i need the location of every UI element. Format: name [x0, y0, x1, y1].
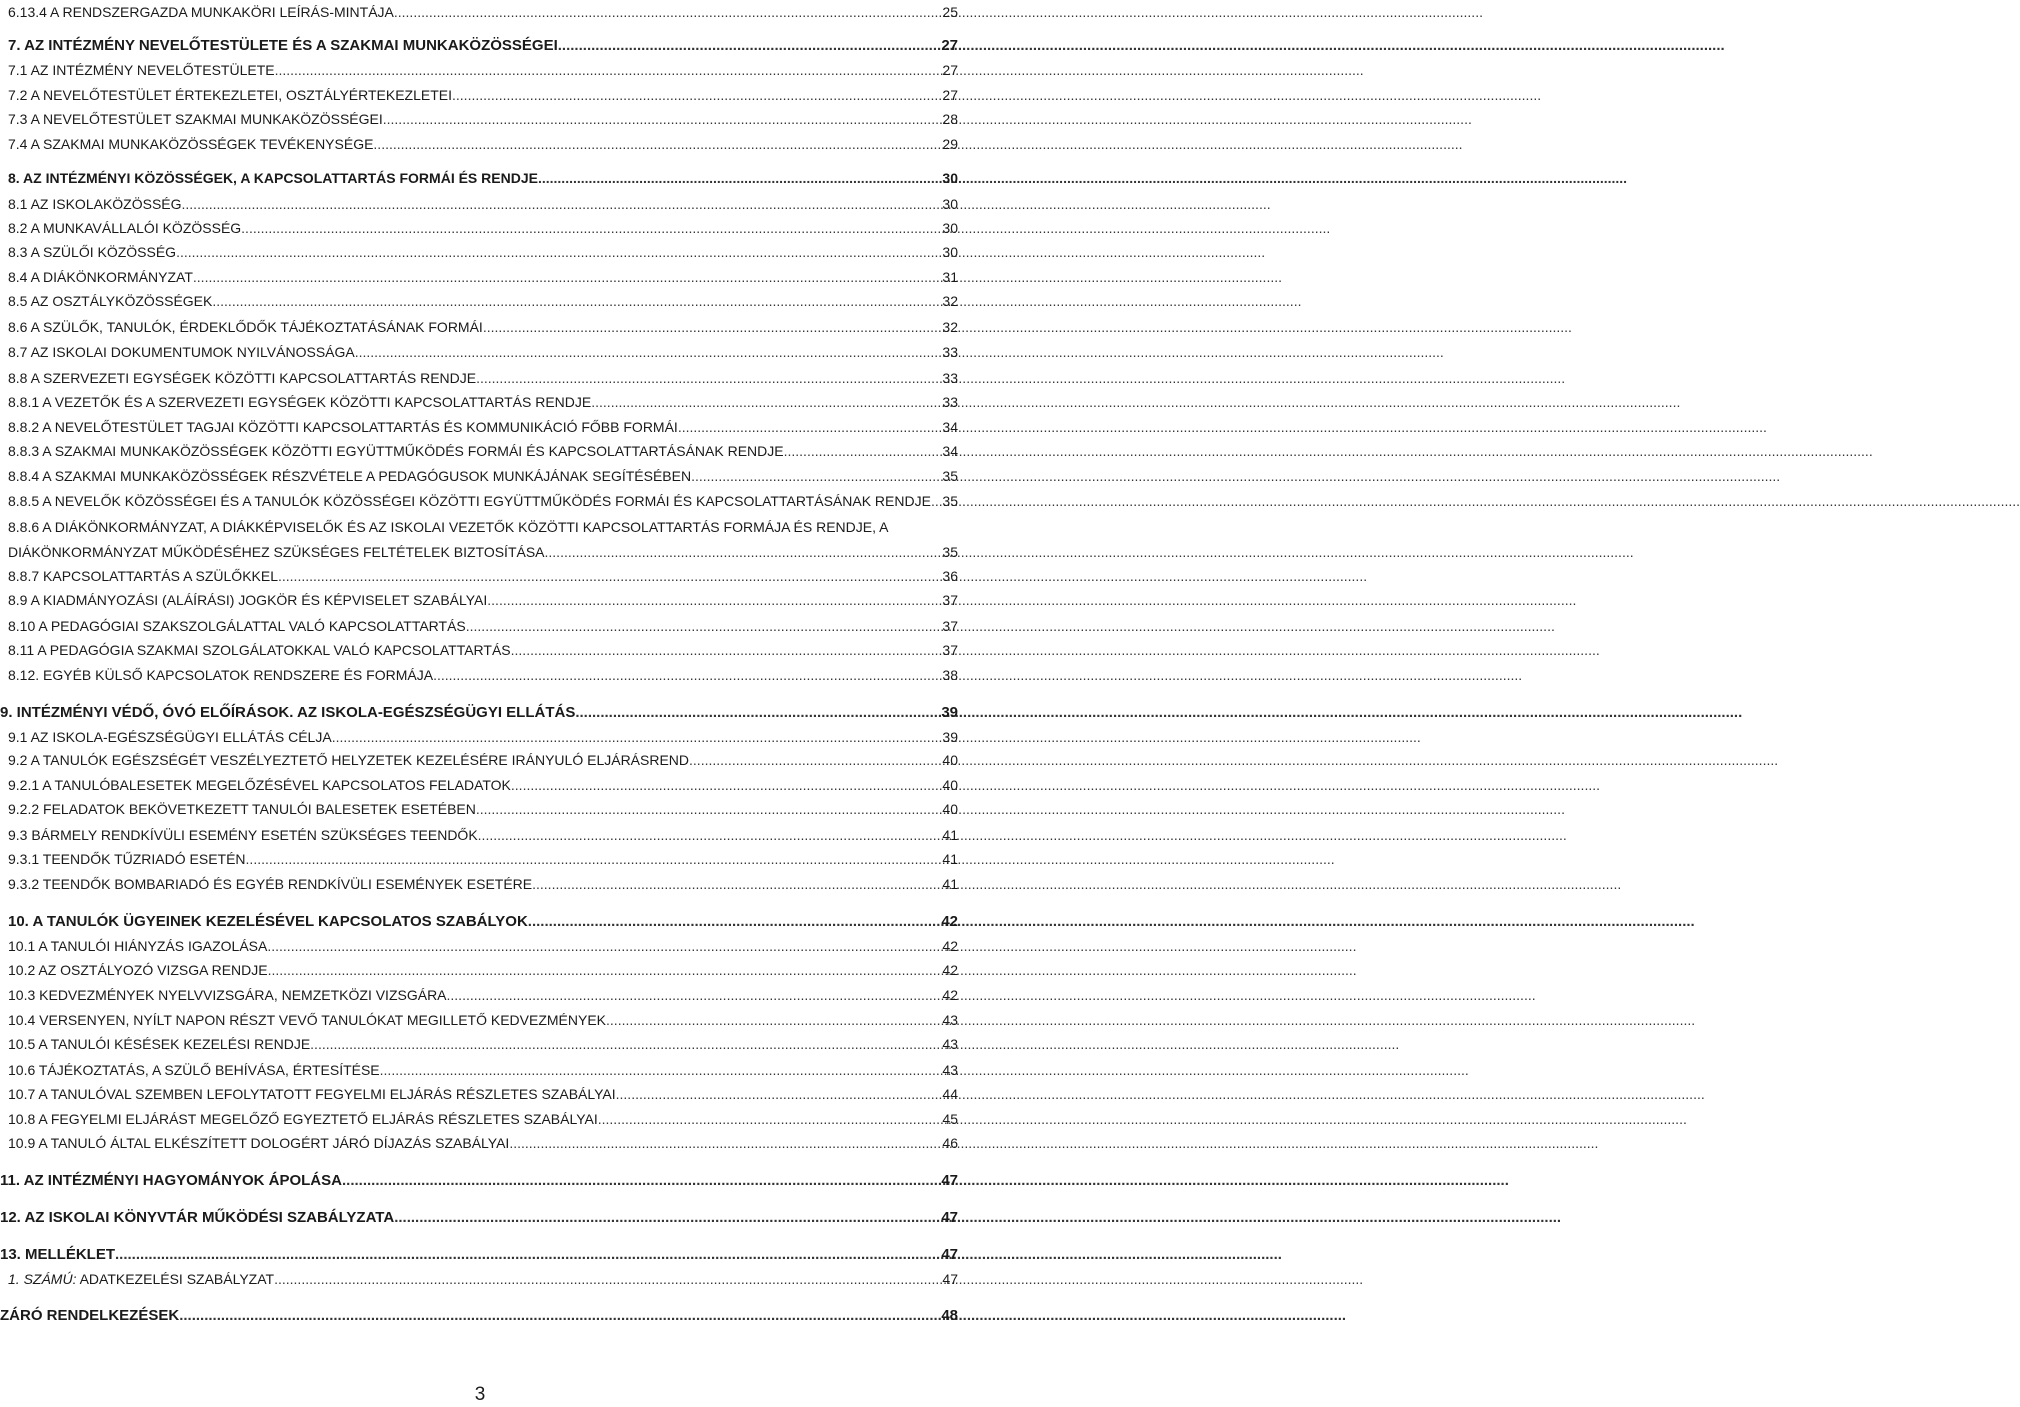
- toc-entry[interactable]: [8, 752, 958, 768]
- toc-entry[interactable]: [0, 1172, 958, 1189]
- toc-leader-dots: [246, 851, 942, 867]
- toc-leader-dots: [179, 1307, 940, 1324]
- toc-entry[interactable]: [8, 370, 958, 386]
- toc-entry-title: 10.1 A TANULÓI HIÁNYZÁS IGAZOLÁSA: [8, 938, 268, 954]
- toc-page-number: 29: [942, 136, 958, 152]
- toc-entry[interactable]: [8, 729, 958, 745]
- toc-page-number: 37: [942, 592, 958, 608]
- toc-page-number: 45: [942, 1111, 958, 1127]
- toc-entry[interactable]: [8, 87, 958, 103]
- toc-entry-title: 10.5 A TANULÓI KÉSÉSEK KEZELÉSI RENDJE: [8, 1036, 311, 1052]
- toc-leader-dots: [274, 1271, 941, 1287]
- toc-page-number: 43: [942, 1036, 958, 1052]
- toc-page-number: 41: [942, 876, 958, 892]
- toc-entry-title: 9.3.2 TEENDŐK BOMBARIADÓ ÉS EGYÉB RENDKÍVÜLI ESEMÉNYEK ESETÉRE: [8, 876, 533, 892]
- toc-entry[interactable]: [8, 220, 958, 236]
- toc-entry-title: 11. AZ INTÉZMÉNYI HAGYOMÁNYOK ÁPOLÁSA: [0, 1172, 342, 1189]
- toc-entry-title: 8.10 A PEDAGÓGIAI SZAKSZOLGÁLATTAL VALÓ KAPCSOLATTARTÁS: [8, 618, 466, 634]
- toc-leader-dots: [532, 876, 941, 892]
- toc-leader-dots: [115, 1246, 940, 1263]
- toc-leader-dots: [538, 170, 941, 186]
- toc-leader-dots: [575, 704, 940, 721]
- toc-leader-dots: [689, 752, 941, 768]
- toc-entry-title: 8.5 AZ OSZTÁLYKÖZÖSSÉGEK: [8, 293, 213, 309]
- toc-entry-title: 8.8.5 A NEVELŐK KÖZÖSSÉGEI ÉS A TANULÓK KÖZÖSSÉGEI KÖZÖTTI EGYÜTTMŰKÖDÉS FORMÁI ÉS KAPCSOLATTARTÁSÁNAK RENDJE: [8, 493, 931, 509]
- toc-leader-dots: [310, 1036, 941, 1052]
- toc-leader-dots: [558, 37, 941, 54]
- toc-entry-title: 7.2 A NEVELŐTESTÜLET ÉRTEKEZLETEI, OSZTÁLYÉRTEKEZLETEI: [8, 87, 453, 103]
- toc-leader-dots: [476, 370, 941, 386]
- toc-entry[interactable]: [8, 4, 958, 20]
- toc-leader-dots: [678, 419, 942, 435]
- toc-entry[interactable]: [8, 777, 958, 793]
- toc-entry[interactable]: [8, 62, 958, 78]
- toc-entry-title: 7.1 AZ INTÉZMÉNY NEVELŐTESTÜLETE: [8, 62, 275, 78]
- toc-page-number: 41: [942, 851, 958, 867]
- toc-page-number: 47: [941, 1246, 958, 1263]
- toc-page-number: 42: [942, 938, 958, 954]
- toc-entry[interactable]: [8, 827, 958, 843]
- toc-leader-dots: [466, 618, 942, 634]
- toc-page-number: 25: [942, 4, 958, 20]
- toc-entry-title: 10.9 A TANULÓ ÁLTAL ELKÉSZÍTETT DOLOGÉRT JÁRÓ DÍJAZÁS SZABÁLYAI: [8, 1135, 510, 1151]
- toc-entry-title: 8.1 AZ ISKOLAKÖZÖSSÉG: [8, 196, 182, 212]
- toc-entry-title: 10.7 A TANULÓVAL SZEMBEN LEFOLYTATOTT FEGYELMI ELJÁRÁS RÉSZLETES SZABÁLYAI: [8, 1086, 616, 1102]
- toc-page-number: 37: [942, 642, 958, 658]
- toc-entry[interactable]: [8, 962, 958, 978]
- toc-page-number: 47: [941, 1209, 958, 1226]
- toc-entry-title: 8.8.4 A SZAKMAI MUNKAKÖZÖSSÉGEK RÉSZVÉTELE A PEDAGÓGUSOK MUNKÁJÁNAK SEGÍTÉSÉBEN: [8, 468, 692, 484]
- toc-entry[interactable]: [8, 642, 958, 658]
- toc-leader-dots: [545, 544, 942, 560]
- toc-leader-dots: [487, 592, 941, 608]
- toc-entry[interactable]: [8, 938, 958, 954]
- toc-page-number: 27: [942, 62, 958, 78]
- toc-entry[interactable]: [8, 493, 958, 509]
- toc-entry-title: 13. MELLÉKLET: [0, 1246, 116, 1263]
- toc-page-number: 30: [942, 244, 958, 260]
- toc-entry[interactable]: [8, 618, 958, 634]
- toc-entry[interactable]: [8, 293, 958, 309]
- toc-entry[interactable]: [8, 37, 958, 54]
- toc-entry[interactable]: [0, 1307, 958, 1324]
- toc-leader-dots: [182, 196, 942, 212]
- toc-leader-dots: [373, 136, 941, 152]
- toc-leader-dots: [267, 938, 941, 954]
- toc-entry-title: 10.4 VERSENYEN, NYÍLT NAPON RÉSZT VEVŐ TANULÓKAT MEGILLETŐ KEDVEZMÉNYEK: [8, 1012, 607, 1028]
- toc-leader-dots: [275, 62, 942, 78]
- toc-entry[interactable]: [8, 544, 958, 560]
- toc-entry-title: 12. AZ ISKOLAI KÖNYVTÁR MŰKÖDÉSI SZABÁLYZATA: [0, 1209, 395, 1226]
- toc-entry-title: 9.1 AZ ISKOLA-EGÉSZSÉGÜGYI ELLÁTÁS CÉLJA: [8, 729, 332, 745]
- toc-page-number: 38: [942, 667, 958, 683]
- toc-entry[interactable]: [8, 667, 958, 683]
- toc-page-number: 47: [941, 1172, 958, 1189]
- toc-page-number: 31: [942, 269, 958, 285]
- toc-entry-title: 7. AZ INTÉZMÉNY NEVELŐTESTÜLETE ÉS A SZAKMAI MUNKAKÖZÖSSÉGEI: [8, 37, 558, 54]
- toc-page-number: 36: [942, 568, 958, 584]
- toc-entry[interactable]: [8, 111, 958, 127]
- toc-entry-title: 9.3.1 TEENDŐK TŰZRIADÓ ESETÉN: [8, 851, 246, 867]
- toc-leader-dots: [176, 244, 941, 260]
- toc-entry-title: 8.9 A KIADMÁNYOZÁSI (ALÁÍRÁSI) JOGKÖR ÉS KÉPVISELET SZABÁLYAI: [8, 592, 488, 608]
- toc-entry-title: 8.12. EGYÉB KÜLSŐ KAPCSOLATOK RENDSZERE ÉS FORMÁJA: [8, 667, 434, 683]
- toc-entry[interactable]: [8, 913, 958, 930]
- toc-page-number: 30: [942, 170, 958, 186]
- toc-page-number: 42: [942, 962, 958, 978]
- toc-leader-dots: [394, 1209, 940, 1226]
- toc-entry-title: 8.11 A PEDAGÓGIA SZAKMAI SZOLGÁLATOKKAL VALÓ KAPCSOLATTARTÁS: [8, 642, 511, 658]
- toc-page-number: 39: [942, 729, 958, 745]
- toc-page-number: 34: [942, 419, 958, 435]
- toc-entry-title-continued: DIÁKÖNKORMÁNYZAT MŰKÖDÉSÉHEZ SZÜKSÉGES FELTÉTELEK BIZTOSÍTÁSA: [8, 544, 545, 560]
- toc-entry[interactable]: [8, 876, 958, 892]
- toc-page-number: 35: [942, 468, 958, 484]
- toc-entry-title: 8. AZ INTÉZMÉNYI KÖZÖSSÉGEK, A KAPCSOLATTARTÁS FORMÁI ÉS RENDJE: [8, 170, 538, 186]
- toc-entry-title: 8.8.7 KAPCSOLATTARTÁS A SZÜLŐKKEL: [8, 568, 278, 584]
- toc-leader-dots: [691, 468, 941, 484]
- toc-page-number: 40: [942, 777, 958, 793]
- toc-entry[interactable]: [8, 319, 958, 335]
- toc-leader-dots: [616, 1086, 942, 1102]
- toc-entry[interactable]: [8, 987, 958, 1003]
- toc-leader-dots: [483, 319, 942, 335]
- toc-page-number: 46: [942, 1135, 958, 1151]
- toc-entry[interactable]: [8, 1271, 958, 1287]
- toc-page-number: 39: [941, 704, 958, 721]
- toc-leader-dots: [511, 777, 942, 793]
- toc-page-number: 47: [942, 1271, 958, 1287]
- toc-entry[interactable]: [8, 196, 958, 212]
- toc-page-number: 37: [942, 618, 958, 634]
- toc-entry[interactable]: [8, 468, 958, 484]
- toc-page-number: 41: [942, 827, 958, 843]
- toc-entry-title: 7.3 A NEVELŐTESTÜLET SZAKMAI MUNKAKÖZÖSSÉGEI: [8, 111, 383, 127]
- toc-leader-dots: [342, 1172, 940, 1189]
- toc-leader-dots: [591, 394, 941, 410]
- toc-entry[interactable]: [8, 592, 958, 608]
- toc-entry[interactable]: [0, 1246, 958, 1263]
- toc-page-number: 35: [942, 544, 958, 560]
- page-number: 3: [474, 1384, 486, 1405]
- toc-entry-title: [8, 1271, 274, 1287]
- toc-leader-dots: [511, 642, 942, 658]
- toc-page-number: 27: [942, 87, 958, 103]
- toc-leader-dots: [278, 568, 941, 584]
- toc-leader-dots: [380, 1062, 942, 1078]
- toc-page-number: 32: [942, 319, 958, 335]
- toc-page-number: 28: [942, 111, 958, 127]
- toc-leader-dots: [452, 87, 941, 103]
- toc-entry[interactable]: [8, 244, 958, 260]
- toc-entry-title: 8.3 A SZÜLŐI KÖZÖSSÉG: [8, 244, 177, 260]
- toc-entry[interactable]: [8, 394, 958, 410]
- toc-entry[interactable]: [8, 170, 958, 186]
- toc-page-number: 35: [942, 493, 958, 509]
- toc-entry-title: 8.8 A SZERVEZETI EGYSÉGEK KÖZÖTTI KAPCSOLATTARTÁS RENDJE: [8, 370, 477, 386]
- toc-entry[interactable]: [8, 1012, 958, 1028]
- toc-entry-title-rest: ADATKEZELÉSI SZABÁLYZAT: [76, 1271, 275, 1287]
- toc-leader-dots: [433, 667, 941, 683]
- toc-entry-title: 9.2.1 A TANULÓBALESETEK MEGELŐZÉSÉVEL KAPCSOLATOS FELADATOK: [8, 777, 511, 793]
- toc-page-number: 33: [942, 394, 958, 410]
- toc-entry-title: 10.3 KEDVEZMÉNYEK NYELVVIZSGÁRA, NEMZETKÖZI VIZSGÁRA: [8, 987, 447, 1003]
- toc-entry-title: 9.3 BÁRMELY RENDKÍVÜLI ESEMÉNY ESETÉN SZÜKSÉGES TEENDŐK: [8, 827, 478, 843]
- toc-entry[interactable]: [8, 1036, 958, 1052]
- toc-page-number: 34: [942, 443, 958, 459]
- toc-entry-title: ZÁRÓ RENDELKEZÉSEK: [0, 1307, 180, 1324]
- toc-entry-title: 10.8 A FEGYELMI ELJÁRÁST MEGELŐZŐ EGYEZTETŐ ELJÁRÁS RÉSZLETES SZABÁLYAI: [8, 1111, 598, 1127]
- toc-entry-title: 8.2 A MUNKAVÁLLALÓI KÖZÖSSÉG: [8, 220, 242, 236]
- toc-page-number: 48: [941, 1307, 958, 1324]
- toc-entry-title: 8.8.3 A SZAKMAI MUNKAKÖZÖSSÉGEK KÖZÖTTI EGYÜTTMŰKÖDÉS FORMÁI ÉS KAPCSOLATTARTÁSÁNAK RENDJE: [8, 443, 784, 459]
- toc-leader-dots: [241, 220, 941, 236]
- toc-leader-dots: [355, 344, 942, 360]
- toc-leader-dots: [332, 729, 942, 745]
- toc-page-number: 40: [942, 752, 958, 768]
- toc-entry[interactable]: [8, 1086, 958, 1102]
- toc-leader-dots: [478, 827, 942, 843]
- toc-page-number: 43: [942, 1012, 958, 1028]
- toc-page-number: 42: [941, 913, 958, 930]
- toc-page-number: 43: [942, 1062, 958, 1078]
- toc-entry-title-prefix: 1. SZÁMÚ:: [8, 1271, 77, 1287]
- toc-page-number: 30: [942, 196, 958, 212]
- toc-leader-dots: [447, 987, 942, 1003]
- toc-leader-dots: [193, 269, 942, 285]
- toc-page-number: 44: [942, 1086, 958, 1102]
- toc-leader-dots: [383, 111, 942, 127]
- toc-entry[interactable]: [8, 269, 958, 285]
- toc-entry-title: 8.7 AZ ISKOLAI DOKUMENTUMOK NYILVÁNOSSÁGA: [8, 344, 355, 360]
- toc-page-number: 42: [942, 987, 958, 1003]
- toc-leader-dots: [394, 4, 942, 20]
- toc-leader-dots: [528, 913, 941, 930]
- toc-entry[interactable]: [8, 419, 958, 435]
- toc-entry-title: 10.6 TÁJÉKOZTATÁS, A SZÜLŐ BEHÍVÁSA, ÉRTESÍTÉSE: [8, 1062, 380, 1078]
- toc-page-number: 27: [941, 37, 958, 54]
- toc-entry[interactable]: [8, 568, 958, 584]
- toc-entry[interactable]: [8, 1062, 958, 1078]
- toc-entry-title: 9.2 A TANULÓK EGÉSZSÉGÉT VESZÉLYEZTETŐ HELYZETEK KEZELÉSÉRE IRÁNYULÓ ELJÁRÁSREND: [8, 752, 690, 768]
- toc-leader-dots: [784, 443, 942, 459]
- toc-page-number: 33: [942, 370, 958, 386]
- toc-entry[interactable]: [0, 704, 958, 721]
- toc-entry[interactable]: [8, 851, 958, 867]
- toc-leader-dots: [212, 293, 941, 309]
- toc-entry-title: 6.13.4 A RENDSZERGAZDA MUNKAKÖRI LEÍRÁS-MINTÁJA: [8, 4, 394, 20]
- toc-entry[interactable]: [8, 136, 958, 152]
- toc-entry-title: 7.4 A SZAKMAI MUNKAKÖZÖSSÉGEK TEVÉKENYSÉGE: [8, 136, 374, 152]
- toc-entry-title: 8.6 A SZÜLŐK, TANULÓK, ÉRDEKLŐDŐK TÁJÉKOZTATÁSÁNAK FORMÁI: [8, 319, 483, 335]
- toc-leader-dots: [606, 1012, 941, 1028]
- toc-entry-title: 8.8.6 A DIÁKÖNKORMÁNYZAT, A DIÁKKÉPVISELŐK ÉS AZ ISKOLAI VEZETŐK KÖZÖTTI KAPCSOLATTARTÁS FORMÁJA ÉS RENDJE, A: [8, 519, 889, 535]
- toc-leader-dots: [931, 493, 941, 509]
- toc-entry-title: 8.8.2 A NEVELŐTESTÜLET TAGJAI KÖZÖTTI KAPCSOLATTARTÁS ÉS KOMMUNIKÁCIÓ FŐBB FORMÁI: [8, 419, 678, 435]
- toc-leader-dots: [476, 801, 942, 817]
- toc-entry-title: 9. INTÉZMÉNYI VÉDŐ, ÓVÓ ELŐÍRÁSOK. AZ ISKOLA-EGÉSZSÉGÜGYI ELLÁTÁS: [0, 704, 576, 721]
- toc-entry-title: 10.2 AZ OSZTÁLYOZÓ VIZSGA RENDJE: [8, 962, 268, 978]
- toc-page-number: 33: [942, 344, 958, 360]
- toc-leader-dots: [598, 1111, 942, 1127]
- toc-entry-title: 9.2.2 FELADATOK BEKÖVETKEZETT TANULÓI BALESETEK ESETÉBEN: [8, 801, 476, 817]
- toc-leader-dots: [268, 962, 942, 978]
- toc-entry[interactable]: [8, 344, 958, 360]
- toc-leader-dots: [509, 1135, 941, 1151]
- toc-page-number: 40: [942, 801, 958, 817]
- toc-entry[interactable]: [8, 1111, 958, 1127]
- toc-entry[interactable]: [0, 1209, 958, 1226]
- toc-entry[interactable]: [8, 1135, 958, 1151]
- toc-entry[interactable]: [8, 801, 958, 817]
- toc-entry-title: 8.4 A DIÁKÖNKORMÁNYZAT: [8, 269, 193, 285]
- toc-page-number: 32: [942, 293, 958, 309]
- toc-page-number: 30: [942, 220, 958, 236]
- toc-entry[interactable]: [8, 443, 958, 459]
- toc-entry-title: 8.8.1 A VEZETŐK ÉS A SZERVEZETI EGYSÉGEK KÖZÖTTI KAPCSOLATTARTÁS RENDJE: [8, 394, 592, 410]
- toc-entry-title: 10. A TANULÓK ÜGYEINEK KEZELÉSÉVEL KAPCSOLATOS SZABÁLYOK: [8, 913, 528, 930]
